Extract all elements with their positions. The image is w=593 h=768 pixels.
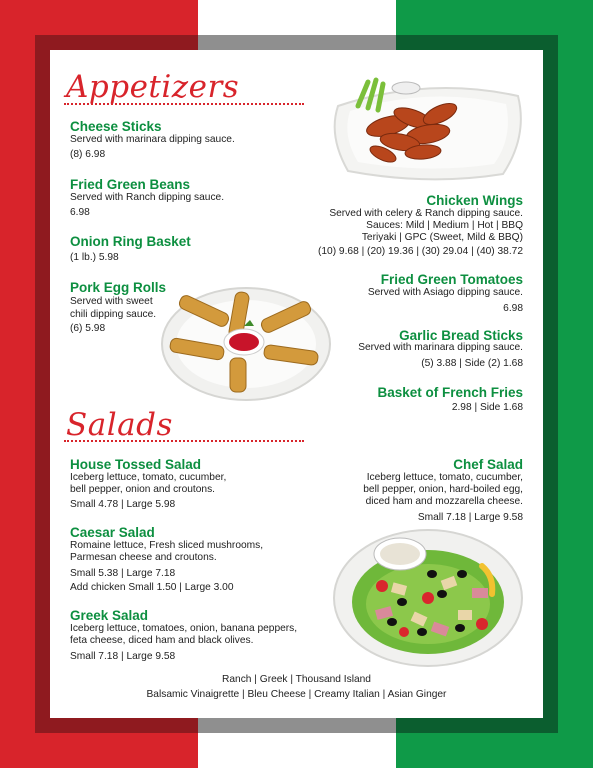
garlic-bread-sticks-name: Garlic Bread Sticks [399, 328, 523, 343]
caesar-salad-addon: Add chicken Small 1.50 | Large 3.00 [70, 582, 234, 593]
chef-salad-price: Small 7.18 | Large 9.58 [417, 512, 523, 523]
pork-egg-rolls-desc-2: chili dipping sauce. [70, 309, 157, 320]
appetizers-title: Appetizers [66, 69, 240, 105]
fried-green-tomatoes-name: Fried Green Tomatoes [380, 272, 523, 287]
caesar-salad-desc-2: Parmesan cheese and croutons. [70, 552, 217, 563]
house-tossed-salad-desc-1: Iceberg lettuce, tomato, cucumber, [70, 472, 227, 483]
basket-fries-price: 2.98 | Side 1.68 [451, 402, 523, 413]
cheese-sticks-name: Cheese Sticks [70, 119, 162, 134]
chicken-wings-price: (10) 9.68 | (20) 19.36 | (30) 29.04 | (40) 38.72 [317, 246, 523, 257]
pork-egg-rolls-name: Pork Egg Rolls [70, 280, 167, 295]
garlic-bread-sticks-desc: Served with marinara dipping sauce. [358, 342, 523, 353]
appetizers-divider [64, 103, 304, 105]
chicken-wings-desc-2: Sauces: Mild | Medium | Hot | BBQ [366, 220, 523, 231]
fried-green-beans-desc: Served with Ranch dipping sauce. [70, 192, 225, 203]
pork-egg-rolls-price: (6) 5.98 [70, 323, 106, 334]
salads-title: Salads [66, 407, 173, 443]
chicken-wings-desc-1: Served with celery & Ranch dipping sauce. [329, 208, 523, 219]
chef-salad-desc-2: bell pepper, onion, hard-boiled egg, [363, 484, 523, 495]
greek-salad-price: Small 7.18 | Large 9.58 [70, 651, 176, 662]
caesar-salad-desc-1: Romaine lettuce, Fresh sliced mushrooms, [70, 540, 264, 551]
caesar-salad-price: Small 5.38 | Large 7.18 [70, 568, 176, 579]
chicken-wings-desc-3: Teriyaki | GPC (Sweet, Mild & BBQ) [361, 232, 523, 243]
greek-salad-desc-1: Iceberg lettuce, tomatoes, onion, banana peppers, [70, 623, 298, 634]
salads-divider [64, 440, 304, 442]
dressings-line-1: Ranch | Greek | Thousand Island [222, 674, 371, 685]
greek-salad-name: Greek Salad [70, 608, 149, 623]
house-tossed-salad-desc-2: bell pepper, onion and croutons. [70, 484, 215, 495]
chef-salad-name: Chef Salad [453, 457, 523, 472]
house-tossed-salad-name: House Tossed Salad [70, 457, 202, 472]
fried-green-beans-price: 6.98 [70, 207, 90, 218]
chicken-wings-photo [328, 76, 528, 184]
chef-salad-photo [332, 528, 524, 668]
chef-salad-desc-1: Iceberg lettuce, tomato, cucumber, [366, 472, 523, 483]
basket-fries-name: Basket of French Fries [377, 385, 523, 400]
fried-green-beans-name: Fried Green Beans [70, 177, 191, 192]
house-tossed-salad-price: Small 4.78 | Large 5.98 [70, 499, 176, 510]
caesar-salad-name: Caesar Salad [70, 525, 155, 540]
egg-rolls-photo [160, 286, 332, 402]
cheese-sticks-desc: Served with marinara dipping sauce. [70, 134, 235, 145]
dressings-line-2: Balsamic Vinaigrette | Bleu Cheese | Creamy Italian | Asian Ginger [146, 689, 447, 700]
chicken-wings-name: Chicken Wings [426, 193, 523, 208]
fried-green-tomatoes-desc: Served with Asiago dipping sauce. [367, 287, 523, 298]
fried-green-tomatoes-price: 6.98 [503, 303, 523, 314]
greek-salad-desc-2: feta cheese, diced ham and black olives. [70, 635, 254, 646]
cheese-sticks-price: (8) 6.98 [70, 149, 106, 160]
garlic-bread-sticks-price: (5) 3.88 | Side (2) 1.68 [421, 358, 523, 369]
chef-salad-desc-3: diced ham and mozzarella cheese. [365, 496, 523, 507]
onion-ring-basket-price: (1 lb.) 5.98 [70, 252, 119, 263]
pork-egg-rolls-desc-1: Served with sweet [70, 296, 153, 307]
onion-ring-basket-name: Onion Ring Basket [70, 234, 191, 249]
